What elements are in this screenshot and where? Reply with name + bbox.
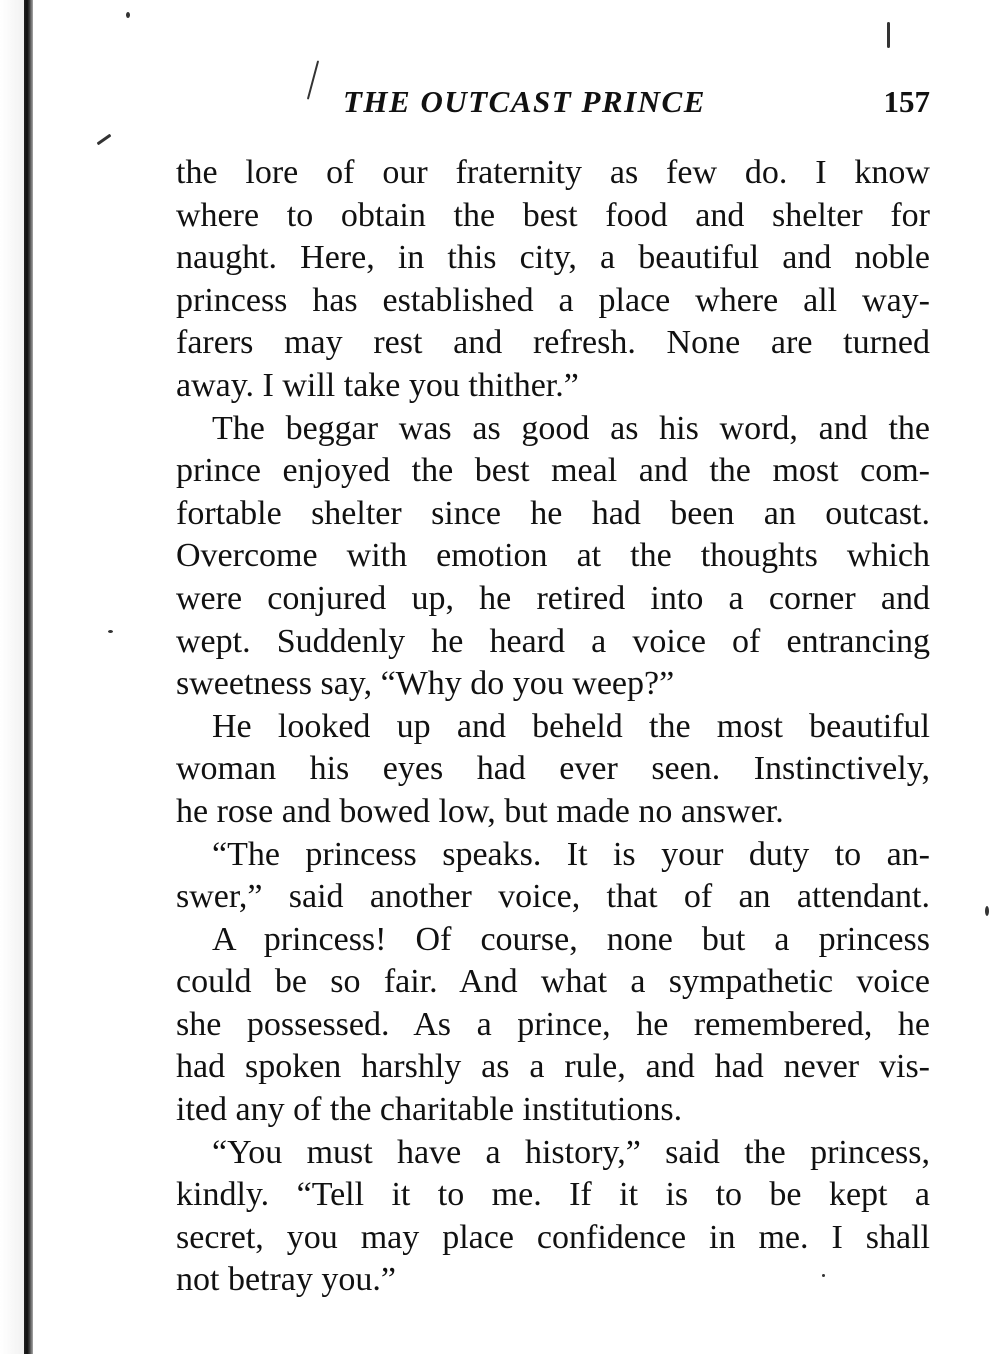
text-line: away. I will take you thither.” [176, 366, 579, 404]
text-line: not betray you.” [176, 1261, 396, 1299]
text-line: wept. Suddenly he heard a voice of entrancing [176, 622, 930, 660]
scan-speck [97, 134, 112, 146]
scan-speck [108, 630, 113, 633]
text-line: she possessed. As a prince, he remembered, he [176, 1005, 930, 1043]
text-line: swer,” said another voice, that of an attendant. [176, 878, 930, 916]
page-number: 157 [883, 84, 930, 119]
text-line: had spoken harshly as a rule, and had never vis- [176, 1048, 930, 1086]
running-title: THE OUTCAST PRINCE [343, 84, 706, 119]
text-line: were conjured up, he retired into a corner and [176, 579, 930, 617]
text-line: Overcome with emotion at the thoughts which [176, 537, 930, 575]
body-text [176, 152, 930, 1302]
page-gutter [0, 0, 24, 1354]
text-line: could be so fair. And what a sympathetic voice [176, 963, 930, 1001]
text-line: woman his eyes had ever seen. Instinctively, [176, 750, 930, 788]
text-line: prince enjoyed the best meal and the most com- [176, 452, 930, 490]
text-line: secret, you may place confidence in me. I shall [176, 1218, 930, 1256]
text-line: fortable shelter since he had been an outcast. [176, 494, 930, 532]
text-line: “The princess speaks. It is your duty to an- [212, 835, 930, 873]
text-line: The beggar was as good as his word, and the [212, 409, 930, 447]
text-line: sweetness say, “Why do you weep?” [176, 665, 675, 703]
text-line: He looked up and beheld the most beautiful [212, 707, 930, 745]
scan-speck [126, 12, 130, 18]
text-line: naught. Here, in this city, a beautiful and noble [176, 239, 930, 277]
text-line: ited any of the charitable institutions. [176, 1091, 683, 1129]
book-binding-edge [24, 0, 33, 1354]
text-line: “You must have a history,” said the princess, [212, 1133, 930, 1171]
text-line: he rose and bowed low, but made no answer. [176, 792, 784, 830]
scan-speck [887, 22, 890, 48]
text-line: kindly. “Tell it to me. If it is to be kept a [176, 1176, 930, 1214]
running-header [180, 84, 930, 128]
text-line: the lore of our fraternity as few do. I know [176, 154, 930, 191]
text-line: where to obtain the best food and shelter for [176, 196, 930, 234]
text-line: farers may rest and refresh. None are turned [176, 324, 930, 362]
text-line: A princess! Of course, none but a princess [212, 920, 930, 958]
scan-speck [985, 906, 989, 916]
text-line: princess has established a place where all way- [176, 281, 930, 319]
